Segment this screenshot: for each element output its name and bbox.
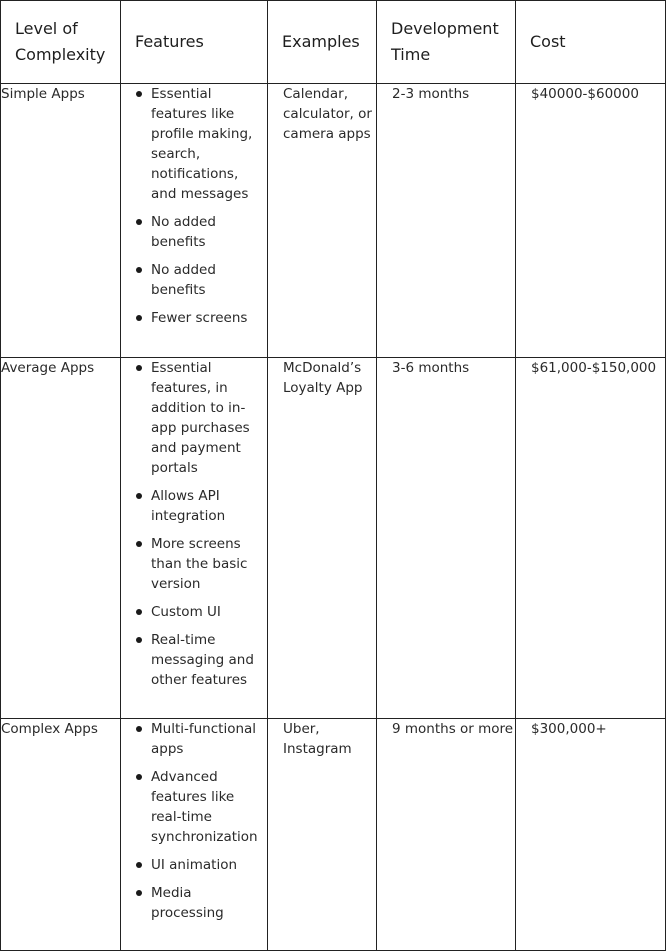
bullet-icon xyxy=(136,609,142,615)
bullet-icon xyxy=(136,862,142,868)
development-time-cell: 2-3 months xyxy=(377,84,516,358)
level-cell: Average Apps xyxy=(1,358,121,719)
table-row xyxy=(1,358,666,719)
features-cell xyxy=(121,719,268,951)
feature-text: Media processing xyxy=(151,885,224,921)
feature-text: No added benefits xyxy=(151,262,216,298)
bullet-icon xyxy=(136,890,142,896)
bullet-icon xyxy=(136,91,142,97)
development-time-cell: 3-6 months xyxy=(377,358,516,719)
table-header-row xyxy=(1,1,666,84)
level-cell: Simple Apps xyxy=(1,84,121,358)
feature-text: Advanced features like real-time synchronization xyxy=(151,769,258,845)
feature-item xyxy=(121,767,267,847)
feature-text: UI animation xyxy=(151,857,238,873)
feature-item xyxy=(121,602,267,622)
feature-text: More screens than the basic version xyxy=(151,536,248,592)
bullet-icon xyxy=(136,541,142,547)
header-complexity: Level of Complexity xyxy=(1,1,121,84)
feature-text: Fewer screens xyxy=(151,310,248,326)
feature-item xyxy=(121,855,267,875)
bullet-icon xyxy=(136,315,142,321)
examples-cell: Calendar, calculator, or camera apps xyxy=(268,84,377,358)
feature-item xyxy=(121,883,267,923)
table-row xyxy=(1,719,666,951)
bullet-icon xyxy=(136,637,142,643)
feature-item xyxy=(121,534,267,594)
bullet-icon xyxy=(136,219,142,225)
cost-cell: $300,000+ xyxy=(516,719,666,951)
cost-cell: $61,000-$150,000 xyxy=(516,358,666,719)
feature-text: Allows API integration xyxy=(151,488,226,524)
bullet-icon xyxy=(136,365,142,371)
feature-list xyxy=(121,358,267,690)
feature-text: Essential features, in addition to in-app purchases and payment portals xyxy=(151,360,250,476)
feature-item xyxy=(121,308,267,328)
feature-item xyxy=(121,260,267,300)
table-row xyxy=(1,84,666,358)
examples-cell: Uber, Instagram xyxy=(268,719,377,951)
feature-text: Multi-functional apps xyxy=(151,721,257,757)
feature-item xyxy=(121,358,267,478)
feature-item xyxy=(121,212,267,252)
feature-text: No added benefits xyxy=(151,214,216,250)
feature-text: Essential features like profile making, search, notifications, and messages xyxy=(151,86,253,202)
bullet-icon xyxy=(136,726,142,732)
feature-item xyxy=(121,486,267,526)
bullet-icon xyxy=(136,267,142,273)
features-cell xyxy=(121,84,268,358)
bullet-icon xyxy=(136,774,142,780)
header-examples: Examples xyxy=(268,1,377,84)
development-time-cell: 9 months or more xyxy=(377,719,516,951)
header-cost: Cost xyxy=(516,1,666,84)
feature-text: Custom UI xyxy=(151,604,221,620)
header-development-time: Development Time xyxy=(377,1,516,84)
feature-item xyxy=(121,719,267,759)
feature-text: Real-time messaging and other features xyxy=(151,632,254,688)
features-cell xyxy=(121,358,268,719)
feature-list xyxy=(121,719,267,923)
examples-cell: McDonald’s Loyalty App xyxy=(268,358,377,719)
cost-cell: $40000-$60000 xyxy=(516,84,666,358)
level-cell: Complex Apps xyxy=(1,719,121,951)
bullet-icon xyxy=(136,493,142,499)
feature-list xyxy=(121,84,267,328)
feature-item xyxy=(121,84,267,204)
feature-item xyxy=(121,630,267,690)
header-features: Features xyxy=(121,1,268,84)
